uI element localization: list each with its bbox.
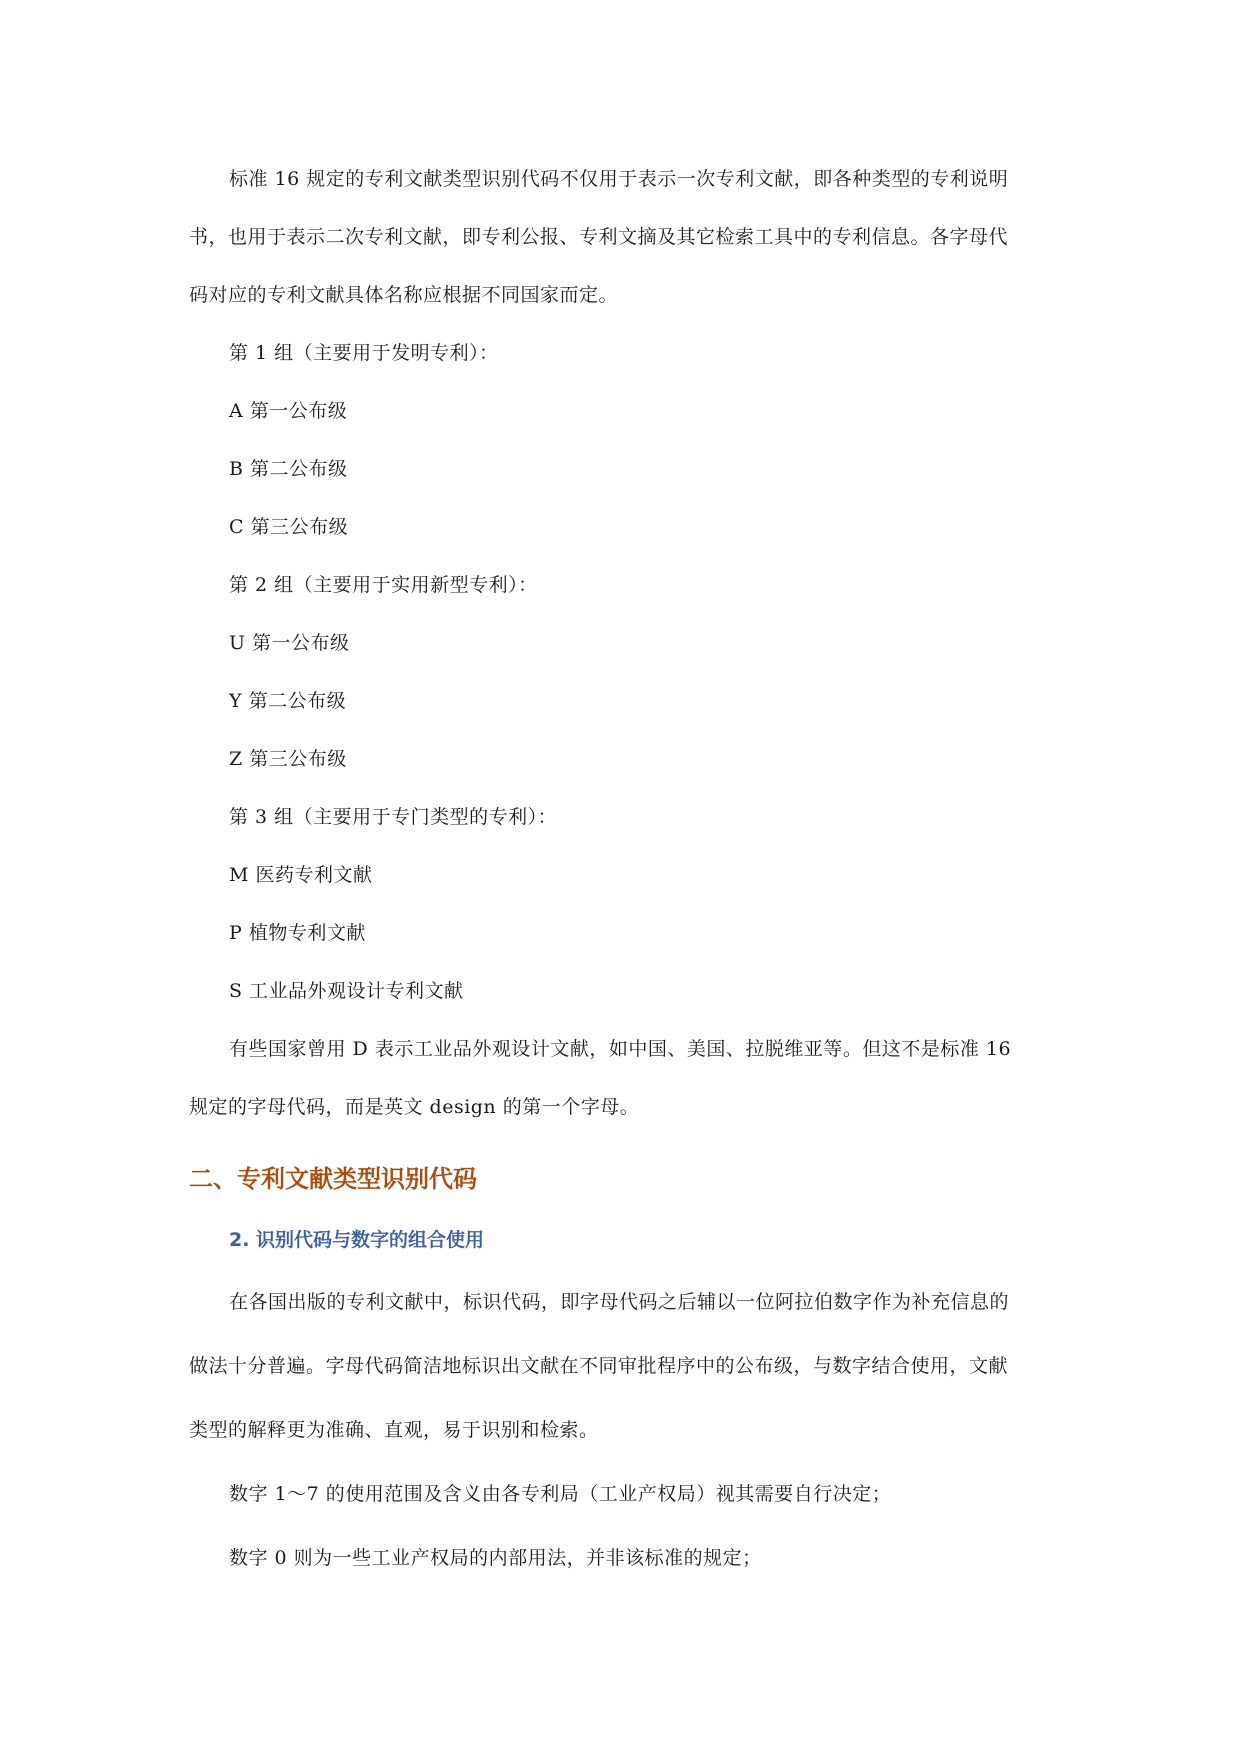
list-item: S 工业品外观设计专利文献 [229, 980, 464, 1002]
paragraph-line: 数字 1～7 的使用范围及含义由各专利局（工业产权局）视其需要自行决定； [229, 1483, 892, 1505]
paragraph-line: 书，也用于表示二次专利文献，即专利公报、专利文摘及其它检索工具中的专利信息。各字母代 [189, 226, 1009, 248]
group-title: 第 3 组（主要用于专门类型的专利）： [229, 806, 558, 828]
paragraph-line: 做法十分普遍。字母代码简洁地标识出文献在不同审批程序中的公布级，与数字结合使用，文献 [189, 1355, 1009, 1377]
paragraph-line: 类型的解释更为准确、直观，易于识别和检索。 [189, 1419, 599, 1441]
paragraph-line: 标准 16 规定的专利文献类型识别代码不仅用于表示一次专利文献，即各种类型的专利说明 [229, 168, 1009, 190]
paragraph-line: 数字 0 则为一些工业产权局的内部用法，并非该标准的规定； [229, 1547, 762, 1569]
group-title: 第 1 组（主要用于发明专利）： [229, 342, 499, 364]
list-item: Z 第三公布级 [229, 748, 347, 770]
paragraph-line: 有些国家曾用 D 表示工业品外观设计文献，如中国、美国、拉脱维亚等。但这不是标准 16 [229, 1038, 1012, 1060]
paragraph-line: 在各国出版的专利文献中，标识代码，即字母代码之后辅以一位阿拉伯数字作为补充信息的 [229, 1291, 1010, 1313]
section-heading: 二、专利文献类型识别代码 [189, 1165, 477, 1193]
subsection-heading: 2. 识别代码与数字的组合使用 [229, 1229, 485, 1251]
paragraph-line: 码对应的专利文献具体名称应根据不同国家而定。 [189, 284, 619, 306]
list-item: U 第一公布级 [229, 632, 350, 654]
list-item: P 植物专利文献 [229, 922, 366, 944]
list-item: A 第一公布级 [229, 400, 348, 422]
list-item: Y 第二公布级 [229, 690, 347, 712]
paragraph-line: 规定的字母代码，而是英文 design 的第一个字母。 [189, 1096, 640, 1118]
group-title: 第 2 组（主要用于实用新型专利）： [229, 574, 538, 596]
list-item: M 医药专利文献 [229, 864, 373, 886]
list-item: B 第二公布级 [229, 458, 348, 480]
list-item: C 第三公布级 [229, 516, 349, 538]
